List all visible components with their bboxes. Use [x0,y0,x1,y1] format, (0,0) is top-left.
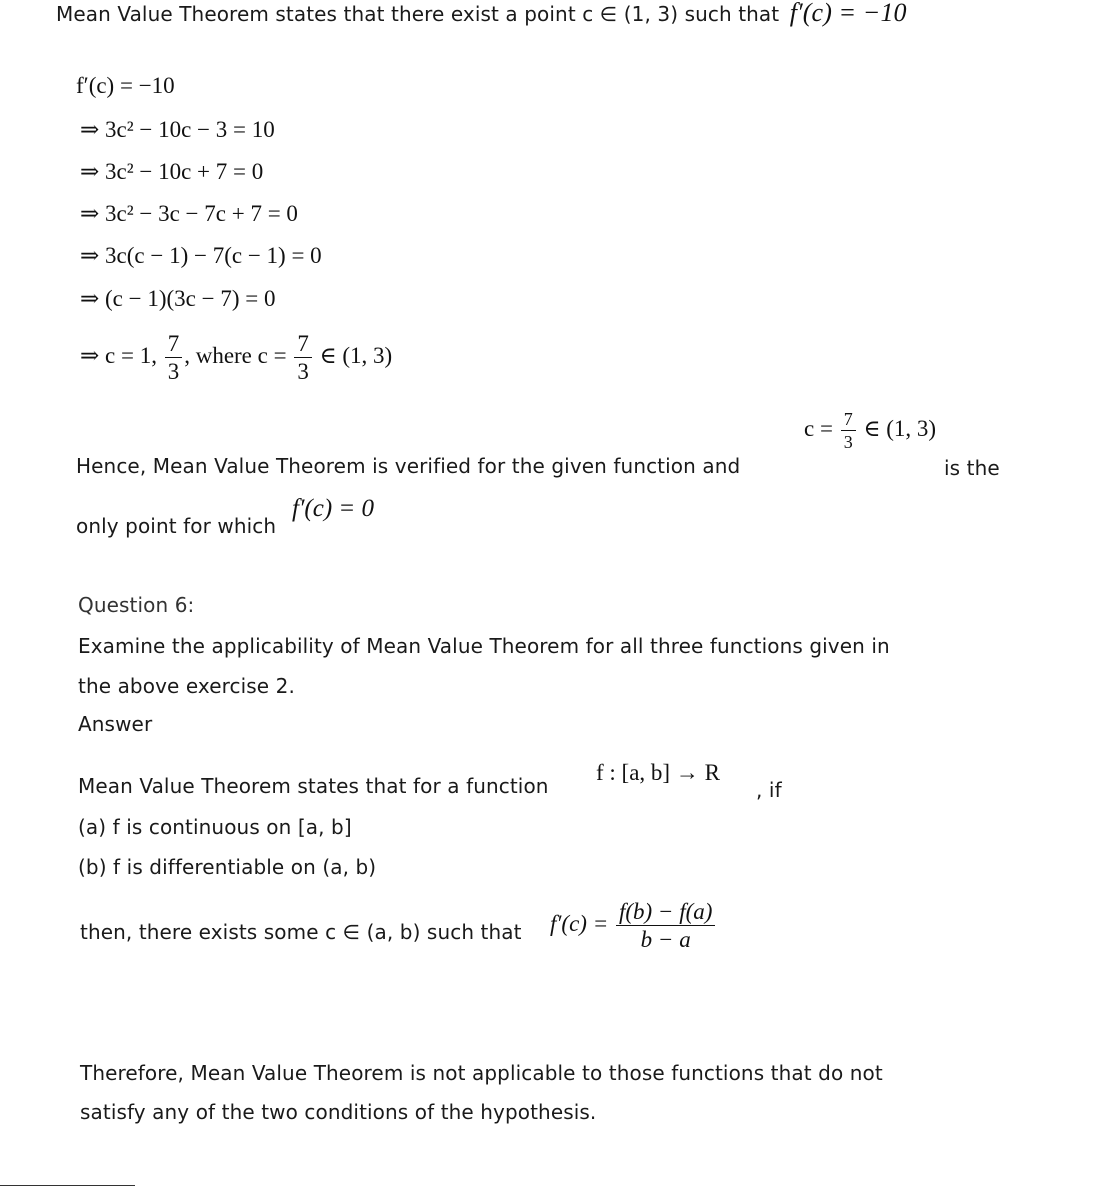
question-title: Question 6: [78,593,195,617]
root-numerator: 7 [165,332,183,358]
mvt-intro-suffix: , if [756,778,782,802]
hence-text: Hence, Mean Value Theorem is verified for the given function and [76,454,741,478]
question-line-1: Examine the applicability of Mean Value Theorem for all three functions given in [78,634,890,658]
mvt-then-formula [550,900,717,951]
where-denominator: 3 [297,359,309,384]
roots-where: where c = [195,342,287,368]
derivation-step-2: ⇒ 3c² − 10c − 3 = 10 [80,117,275,142]
root-denominator: 3 [167,359,180,384]
mvt-intro: Mean Value Theorem states that for a function [78,774,549,798]
only-point-formula: f′(c) = 0 [292,495,375,522]
mvt-numerator: f(b) − f(a) [616,900,715,926]
where-numerator: 7 [294,332,312,358]
mvt-denominator: b − a [640,927,691,952]
roots-interval: ∈ (1, 3) [319,342,393,368]
hence-is-the: is the [944,456,1000,480]
footer-divider [0,1185,135,1186]
hence-numerator: 7 [841,410,856,431]
derivation-step-6: ⇒ (c − 1)(3c − 7) = 0 [80,286,276,311]
answer-label: Answer [78,712,153,736]
condition-b: (b) f is differentiable on (a, b) [78,855,377,879]
only-point-text: only point for which [76,514,277,538]
question-line-2: the above exercise 2. [78,674,295,698]
root-fraction [165,332,183,383]
hence-formula [804,410,936,451]
roots-line [80,332,392,383]
mvt-fraction [616,900,715,951]
derivation-step-5: ⇒ 3c(c − 1) − 7(c − 1) = 0 [80,243,322,268]
hence-formula-prefix: c = [804,415,833,441]
derivation-step-4: ⇒ 3c² − 3c − 7c + 7 = 0 [80,201,298,226]
intro-formula: f′(c) = −10 [789,0,907,27]
conclusion-line-2: satisfy any of the two conditions of the hypothesis. [80,1100,597,1124]
hence-denominator: 3 [843,432,853,452]
derivation-step-3: ⇒ 3c² − 10c + 7 = 0 [80,159,264,184]
mvt-intro-formula: f : [a, b] → R [596,760,720,785]
mvt-then-lhs: f′(c) = [550,910,609,936]
roots-prefix: ⇒ c = 1, [80,342,157,368]
conclusion-line-1: Therefore, Mean Value Theorem is not applicable to those functions that do not [80,1061,883,1085]
condition-a: (a) f is continuous on [a, b] [78,815,352,839]
hence-fraction [841,410,856,451]
roots-comma: , [184,342,190,368]
where-fraction [294,332,312,383]
intro-statement [56,0,907,28]
hence-formula-suffix: ∈ (1, 3) [863,415,937,441]
derivation-step-1: f′(c) = −10 [76,73,175,98]
mvt-then-text: then, there exists some c ∈ (a, b) such that [80,920,522,944]
intro-text: Mean Value Theorem states that there exist a point c ∈ (1, 3) such that [56,2,780,26]
